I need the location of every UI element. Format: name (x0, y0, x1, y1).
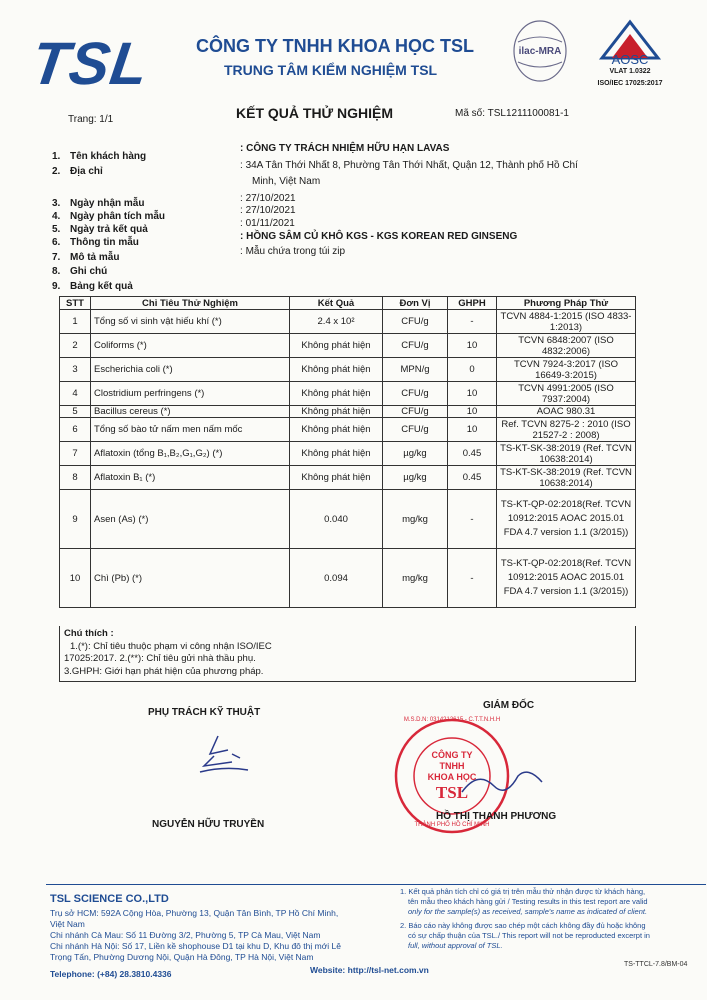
sample-name: HỒNG SÂM CỦ KHÔ KGS - KGS KOREAN RED GINSENG (246, 231, 518, 242)
disclaimer-line: tên mẫu theo khách hàng gửi / Testing results in this test report are valid (408, 897, 648, 906)
row-result: Không phát hiện (290, 418, 383, 442)
row-method: TS-KT-SK-38:2019 (Ref. TCVN 10638:2014) (497, 466, 636, 490)
row-stt: 6 (60, 418, 91, 442)
analysis-date-value: 27/10/2021 (245, 205, 296, 216)
form-code: TS-TTCL-7.8/BM-04 (624, 961, 688, 968)
row-unit: MPN/g (383, 358, 448, 382)
report-title: KẾT QUẢ THỬ NGHIỆM (236, 105, 394, 121)
footer-camau-address: Chi nhánh Cà Mau: Số 11 Đường 3/2, Phường 5, TP Cà Mau, Việt Nam (50, 930, 321, 940)
row-result: Không phát hiện (290, 358, 383, 382)
header-ghph: GHPH (448, 297, 497, 310)
footer-addresses (50, 908, 400, 963)
row-method: TCVN 4884-1:2015 (ISO 4833-1:2013) (497, 310, 636, 334)
info-address-value: : 34A Tân Thới Nhất 8, Phường Tân Thới Nhất, Quận 12, Thành phố Hồ Chí (240, 160, 578, 171)
technical-manager-title: PHỤ TRÁCH KỸ THUẬT (148, 707, 261, 718)
table-row (60, 406, 636, 418)
row-ghph: 0 (448, 358, 497, 382)
table-row (60, 490, 636, 549)
table-row (60, 358, 636, 382)
disclaimer-line: full, without approval of TSL. (408, 941, 503, 950)
row-ghph: - (448, 310, 497, 334)
notes-line: 3.GHPH: Giới hạn phát hiện của phương pháp. (64, 665, 264, 677)
notes-line: 1.(*): Chỉ tiêu thuộc phạm vi công nhận ISO/IEC (70, 640, 272, 652)
info-no: 1. (52, 151, 61, 162)
ilac-label: ilac-MRA (518, 46, 562, 57)
row-unit: CFU/g (383, 334, 448, 358)
customer-address: 34A Tân Thới Nhất 8, Phường Tân Thới Nhất, Quận 12, Thành phố Hồ Chí (245, 160, 578, 171)
info-label: Địa chỉ (70, 166, 103, 177)
table-row (60, 442, 636, 466)
stamp-text: KHOA HỌC (427, 772, 477, 782)
row-unit: CFU/g (383, 382, 448, 406)
info-label: Ghi chú (70, 266, 108, 277)
row-unit: µg/kg (383, 466, 448, 490)
info-customer-value: : CÔNG TY TRÁCH NHIỆM HỮU HẠN LAVAS (240, 143, 450, 154)
page-footer (46, 884, 706, 995)
stamp-text: TNHH (439, 761, 465, 771)
info-no: 8. (52, 266, 61, 277)
row-method: TS-KT-QP-02:2018(Ref. TCVN 10912:2015 AOAC 2015.01 FDA 4.7 version 1.1 (3/2015)) (497, 549, 636, 608)
info-no: 4. (52, 211, 61, 222)
row-unit: CFU/g (383, 310, 448, 334)
row-method: TS-KT-QP-02:2018(Ref. TCVN 10912:2015 AOAC 2015.01 FDA 4.7 version 1.1 (3/2015)) (497, 490, 636, 549)
notes-title: Chú thích : (64, 628, 114, 639)
stamp-text: CÔNG TY (431, 750, 473, 760)
row-ghph: 10 (448, 334, 497, 358)
footer-hcm-address: Trụ sở HCM: 592A Cộng Hòa, Phường 13, Quận Tân Bình, TP Hồ Chí Minh, (50, 908, 339, 918)
table-header-row (60, 297, 636, 310)
footer-hanoi-address: Chi nhánh Hà Nội: Số 17, Liền kề shophouse D1 tại khu D, Khu đô thị mới Lê (50, 941, 341, 951)
info-no: 5. (52, 224, 61, 235)
disclaimer-line: 1. Kết quả phân tích chỉ có giá trị trên mẫu thử nhận được từ khách hàng, (400, 887, 646, 896)
row-ghph: 10 (448, 382, 497, 406)
row-unit: mg/kg (383, 549, 448, 608)
info-no: 2. (52, 166, 61, 177)
row-ghph: 10 (448, 418, 497, 442)
footer-website[interactable]: Website: http://tsl-net.com.vn (310, 965, 429, 975)
header-method: Phương Pháp Thử (497, 297, 636, 310)
received-date-value: 27/10/2021 (245, 193, 296, 204)
row-method: Ref. TCVN 8275-2 : 2010 (ISO 21527-2 : 2008) (497, 418, 636, 442)
row-result: 0.094 (290, 549, 383, 608)
footer-disclaimer (400, 887, 702, 951)
info-label: Bảng kết quả (70, 281, 133, 292)
analysis-date: : 27/10/2021 (240, 205, 296, 216)
vlat-code: VLAT 1.0322 (609, 68, 651, 75)
header-indicator: Chỉ Tiêu Thử Nghiệm (91, 297, 290, 310)
disclaimer-line: có sự chấp thuận của TSL./ This report will not be reproducted excerpt in (408, 931, 650, 940)
footer-hcm-address: Việt Nam (50, 919, 85, 929)
return-date: : 01/11/2021 (240, 218, 295, 229)
row-indicator: Bacillus cereus (*) (91, 406, 290, 418)
row-result: Không phát hiện (290, 466, 383, 490)
table-row (60, 466, 636, 490)
page-number: Trang: 1/1 (68, 114, 114, 125)
disclaimer-line: only for the sample(s) as received, sample's name as indicated of client. (408, 907, 648, 916)
info-label: Thông tin mẫu (70, 237, 139, 248)
footer-company: TSL SCIENCE CO.,LTD (50, 893, 169, 905)
row-unit: mg/kg (383, 490, 448, 549)
row-stt: 4 (60, 382, 91, 406)
row-result: Không phát hiện (290, 406, 383, 418)
row-stt: 9 (60, 490, 91, 549)
info-label: Ngày phân tích mẫu (70, 211, 166, 222)
info-label: Mô tả mẫu (70, 252, 120, 263)
row-result: 0.040 (290, 490, 383, 549)
iso-standard: ISO/IEC 17025:2017 (597, 80, 663, 87)
results-table (59, 296, 636, 608)
row-unit: CFU/g (383, 418, 448, 442)
director-signature (458, 762, 548, 815)
row-stt: 3 (60, 358, 91, 382)
row-method: AOAC 980.31 (497, 406, 636, 418)
row-indicator: Clostridium perfringens (*) (91, 382, 290, 406)
row-indicator: Aflatoxin B₁ (*) (91, 466, 290, 490)
info-label: Ngày trả kết quả (70, 224, 148, 235)
report-code: Mã số: TSL1211100081-1 (455, 108, 569, 119)
technical-manager-signature (188, 732, 260, 785)
row-result: Không phát hiện (290, 442, 383, 466)
row-method: TCVN 7924-3:2017 (ISO 16649-3:2015) (497, 358, 636, 382)
info-no: 9. (52, 281, 61, 292)
row-stt: 2 (60, 334, 91, 358)
stamp-city-text: THÀNH PHỐ HỒ CHÍ MINH (414, 822, 490, 828)
header-result: Kết Quả (290, 297, 383, 310)
info-label: Ngày nhận mẫu (70, 198, 145, 209)
stamp-logo-text: TSL (435, 783, 469, 802)
row-method: TS-KT-SK-38:2019 (Ref. TCVN 10638:2014) (497, 442, 636, 466)
row-unit: CFU/g (383, 406, 448, 418)
info-no: 3. (52, 198, 61, 209)
technical-manager-name: NGUYỄN HỮU TRUYỀN (152, 819, 265, 830)
footer-hanoi-address: Trọng Tấn, Phường Dương Nội, Quận Hà Đông, TP Hà Nội, Việt Nam (50, 952, 314, 962)
table-row (60, 382, 636, 406)
row-result: Không phát hiện (290, 382, 383, 406)
row-indicator: Escherichia coli (*) (91, 358, 290, 382)
notes-line: 17025:2017. 2.(**): Chỉ tiêu gửi nhà thầu phụ. (64, 653, 256, 664)
table-row (60, 418, 636, 442)
aosc-label: AOSC (611, 52, 649, 67)
aosc-logo (590, 18, 670, 90)
row-unit: µg/kg (383, 442, 448, 466)
row-indicator: Asen (As) (*) (91, 490, 290, 549)
row-indicator: Chì (Pb) (*) (91, 549, 290, 608)
info-label: Tên khách hàng (70, 151, 147, 162)
row-stt: 8 (60, 466, 91, 490)
row-ghph: 0.45 (448, 442, 497, 466)
row-indicator: Coliforms (*) (91, 334, 290, 358)
header-unit: Đơn Vị (383, 297, 448, 310)
info-no: 6. (52, 237, 61, 248)
sample-description-value: Mẫu chứa trong túi zip (245, 246, 346, 257)
director-title: GIÁM ĐỐC (483, 700, 535, 711)
stamp-ring-text: M.S.D.N: 0314212615 - C.T.T.N.H.H (403, 717, 501, 723)
row-ghph: - (448, 490, 497, 549)
header-stt: STT (60, 297, 91, 310)
row-ghph: 10 (448, 406, 497, 418)
row-ghph: - (448, 549, 497, 608)
sample-info-value: : HỒNG SÂM CỦ KHÔ KGS - KGS KOREAN RED GINSENG (240, 231, 518, 242)
footer-telephone: Telephone: (+84) 28.3810.4336 (50, 969, 172, 979)
row-method: TCVN 6848:2007 (ISO 4832:2006) (497, 334, 636, 358)
disclaimer-line: 2. Báo cáo này không được sao chép một cách không đầy đủ hoặc không (400, 921, 646, 930)
row-indicator: Tổng số vi sinh vật hiếu khí (*) (91, 310, 290, 334)
row-result: 2.4 x 10² (290, 310, 383, 334)
row-stt: 7 (60, 442, 91, 466)
row-indicator: Aflatoxin (tổng B₁,B₂,G₁,G₂) (*) (91, 442, 290, 466)
table-row (60, 549, 636, 608)
return-date-value: 01/11/2021 (245, 218, 295, 229)
row-method: TCVN 4991:2005 (ISO 7937:2004) (497, 382, 636, 406)
table-row (60, 310, 636, 334)
info-no: 7. (52, 252, 61, 263)
customer-name: CÔNG TY TRÁCH NHIỆM HỮU HẠN LAVAS (246, 143, 450, 154)
customer-address-line2: Minh, Việt Nam (252, 176, 321, 187)
table-notes (59, 626, 636, 682)
company-name: CÔNG TY TNHH KHOA HỌC TSL (196, 36, 474, 56)
row-stt: 5 (60, 406, 91, 418)
director-name: HỒ THỊ THANH PHƯƠNG (436, 811, 557, 822)
received-date: : 27/10/2021 (240, 193, 296, 204)
row-stt: 10 (60, 549, 91, 608)
row-indicator: Tổng số bào tử nấm men nấm mốc (91, 418, 290, 442)
center-name: TRUNG TÂM KIỂM NGHIỆM TSL (224, 62, 438, 78)
sample-description: : Mẫu chứa trong túi zip (240, 246, 346, 257)
row-stt: 1 (60, 310, 91, 334)
company-logo: TSL (27, 30, 154, 97)
ilac-mra-logo (510, 18, 570, 84)
table-row (60, 334, 636, 358)
row-ghph: 0.45 (448, 466, 497, 490)
row-result: Không phát hiện (290, 334, 383, 358)
